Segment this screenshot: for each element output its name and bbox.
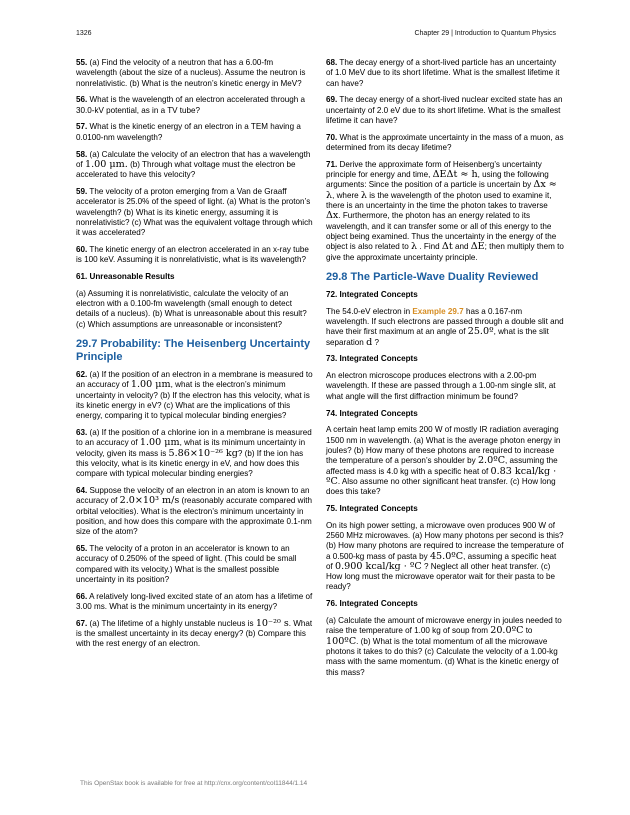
problem-55: 55. (a) Find the velocity of a neutron that has a 6.00-fm wavelength (about the size of a nucleus). Assume the neutron is nonrelativistic. (b) What is the neutron’s kinetic energy in MeV? [76, 58, 306, 88]
problem-76-title: 76. Integrated Concepts [326, 599, 418, 609]
math-expression: 10⁻²⁰ s [255, 617, 289, 629]
problem-74: A certain heat lamp emits 200 W of mostly IR radiation averaging 1500 nm in wavelength. (a) What is the average photon energy in joules? (b) How many of these photons are required to increase the temperature of a person’s shoulder by 2.0ºC, assuming the affected mass is 4.0 kg with a specific heat of 0.83 kcal/kg · ºC. Also assume no other significant heat transfer. (c) How long does this take? [326, 425, 561, 497]
problem-68: 68. The decay energy of a short-lived particle has an uncertainty of 1.0 MeV due to its short lifetime. What is the smallest lifetime it can have? [326, 58, 560, 88]
problem-76: (a) Calculate the amount of microwave energy in joules needed to raise the temperature of 1.00 kg of soup from 20.0ºC to 100ºC. (b) What is the total momentum of all the microwave photons it takes to do this? (c) Calculate the velocity of a 1.00-kg mass with the same momentum. (d) What is the kinetic energy of this mass? [326, 616, 562, 677]
page-header [70, 30, 560, 42]
problem-73: An electron microscope produces electrons with a 2.00-pm wavelength. If these are passed through a 1.00-nm single slit, at what angle will the first diffraction minimum be found? [326, 371, 556, 401]
problem-73-title: 73. Integrated Concepts [326, 354, 418, 364]
math-expression: Δx ≈ λ [326, 179, 557, 201]
math-expression: 1.00 μm [139, 437, 180, 449]
problem-63: 63. (a) If the position of a chlorine ion in a membrane is measured to an accuracy of 1.00 μm, what is its minimum uncertainty in velocity, given its mass is 5.86×10⁻²⁶ kg? (b) If the ion has this velocity, what is its kinetic energy in eV, and how does this compare with typical molecular binding energies? [76, 428, 312, 479]
problem-58: 58. (a) Calculate the velocity of an electron that has a wavelength of 1.00 μm. (b) Through what voltage must the electron be accelerated to have this velocity? [76, 149, 311, 180]
problem-70: 70. What is the approximate uncertainty in the mass of a muon, as determined from its decay lifetime? [326, 132, 564, 153]
math-expression: 0.900 kcal/kg · ºC [335, 560, 422, 572]
math-expression: 20.0ºC [490, 625, 524, 637]
problem-65: 65. The velocity of a proton in an accelerator is known to an accuracy of 0.250% of the speed of light. (This could be small compared with its velocity.) What is the smallest possible uncertainty in its position? [76, 543, 297, 584]
problem-61: (a) Assuming it is nonrelativistic, calculate the velocity of an electron with a 0.100-fm wavelength (small enough to detect details of a nucleus). (b) What is unreasonable about this result? (c) Which assumptions are unreasonable or inconsistent? [76, 288, 307, 329]
math-expression: ΔE [470, 241, 485, 253]
page-footer: This OpenStax book is available for free at http://cnx.org/content/col11844/1.14 [80, 780, 308, 787]
math-expression: Δt [441, 241, 453, 253]
math-expression: λ [360, 189, 367, 201]
right-column [326, 58, 564, 684]
math-expression: ΔEΔt ≈ h [432, 169, 478, 181]
problem-56: 56. What is the wavelength of an electron accelerated through a 30.0-kV potential, as in a TV tube? [76, 95, 306, 115]
chapter-title: Chapter 29 | Introduction to Quantum Physics [414, 30, 556, 37]
math-expression: 45.0ºC [429, 550, 464, 562]
problem-71: 71. Derive the approximate form of Heisenberg’s uncertainty principle for energy and time, ΔEΔt ≈ h, using the following arguments: Since the position of a particle is uncertain by Δx ≈ λ, where λ is the wavelength of the photon used to examine it, there is an uncertainty in the time the photon takes to traverse Δx. Furthermore, the photon has an energy related to its wavelength, and it can transfer some or all of this energy to the object being examined. Thus the uncertainty in the energy of the object is also related to λ . Find Δt and ΔE; then multiply them to give the approximate uncertainty principle. [326, 159, 564, 262]
section-heading-29-7: 29.7 Probability: The Heisenberg Uncertainty Principle [76, 338, 311, 364]
problem-66: 66. A relatively long-lived excited state of an atom has a lifetime of 3.00 ms. What is the minimum uncertainty in its energy? [76, 591, 313, 611]
problem-69: 69. The decay energy of a short-lived nuclear excited state has an uncertainty of 2.0 eV due to its short lifetime. What is the smallest lifetime it can have? [326, 95, 563, 125]
math-expression: 2.0ºC [477, 455, 506, 467]
problem-62: 62. (a) If the position of an electron in a membrane is measured to an accuracy of 1.00 μm, what is the electron’s minimum uncertainty in velocity? (b) If the electron has this velocity, what is its kinetic energy in eV? (c) What are the implications of this energy, comparing it to typical molecular binding energies? [76, 370, 313, 421]
math-expression: Δx [326, 210, 339, 222]
math-expression: 25.0º [467, 326, 494, 338]
example-link[interactable]: Example 29.7 [412, 306, 464, 316]
problem-67: 67. (a) The lifetime of a highly unstable nucleus is 10⁻²⁰ s. What is the smallest uncertainty in its decay energy? (b) Compare this with the rest energy of an electron. [76, 617, 313, 649]
math-expression: 2.0×10³ m/s [119, 495, 180, 507]
problem-57: 57. What is the kinetic energy of an electron in a TEM having a 0.0100-nm wavelength? [76, 122, 301, 142]
math-expression: 100ºC [326, 635, 357, 647]
problem-75-title: 75. Integrated Concepts [326, 503, 418, 513]
problem-64: 64. Suppose the velocity of an electron in an atom is known to an accuracy of 2.0×10³ m/s (reasonably accurate compared with orbital velocities). What is the electron’s minimum uncertainty in position, and how does this compare with the approximate 0.1-nm size of the atom? [76, 486, 313, 537]
problem-59: 59. The velocity of a proton emerging from a Van de Graaff accelerator is 25.0% of the speed of light. (a) What is the proton’s wavelength? (b) What is its kinetic energy, assuming it is nonrelativistic? (c) What was the equivalent voltage through which it was accelerated? [76, 186, 313, 238]
left-column [76, 58, 314, 656]
problem-74-title: 74. Integrated Concepts [326, 408, 418, 418]
math-expression: 5.86×10⁻²⁶ kg [168, 447, 238, 459]
problem-60: 60. The kinetic energy of an electron accelerated in an x-ray tube is 100 keV. Assuming it is nonrelativistic, what is its wavelength? [76, 244, 309, 265]
math-expression: 0.83 kcal/kg · ºC [326, 465, 557, 487]
problem-61-title: 61. Unreasonable Results [76, 272, 175, 282]
section-heading-29-8: 29.8 The Particle-Wave Duality Reviewed [326, 270, 539, 283]
math-expression: d [366, 336, 373, 348]
problem-75: On its high power setting, a microwave oven produces 900 W of 2560 MHz microwaves. (a) How many photons per second is this? (b) How many photons are required to increase the temperature of a 0.500-kg mass of pasta by 45.0ºC, assuming a specific heat of 0.900 kcal/kg · ºC ? Neglect all other heat transfer. (c) How long must the microwave operator wait for their pasta to be ready? [326, 520, 564, 592]
math-expression: λ [411, 241, 418, 253]
math-expression: 1.00 μm. [85, 158, 128, 170]
problem-72-title: 72. Integrated Concepts [326, 289, 418, 299]
problem-72: The 54.0-eV electron in Example 29.7 has a 0.167-nm wavelength. If such electrons are passed through a double slit and have their first maximum at an angle of 25.0º, what is the slit separation d ? [326, 306, 564, 348]
math-expression: 1.00 μm [130, 379, 171, 391]
page-number: 1326 [76, 30, 92, 37]
